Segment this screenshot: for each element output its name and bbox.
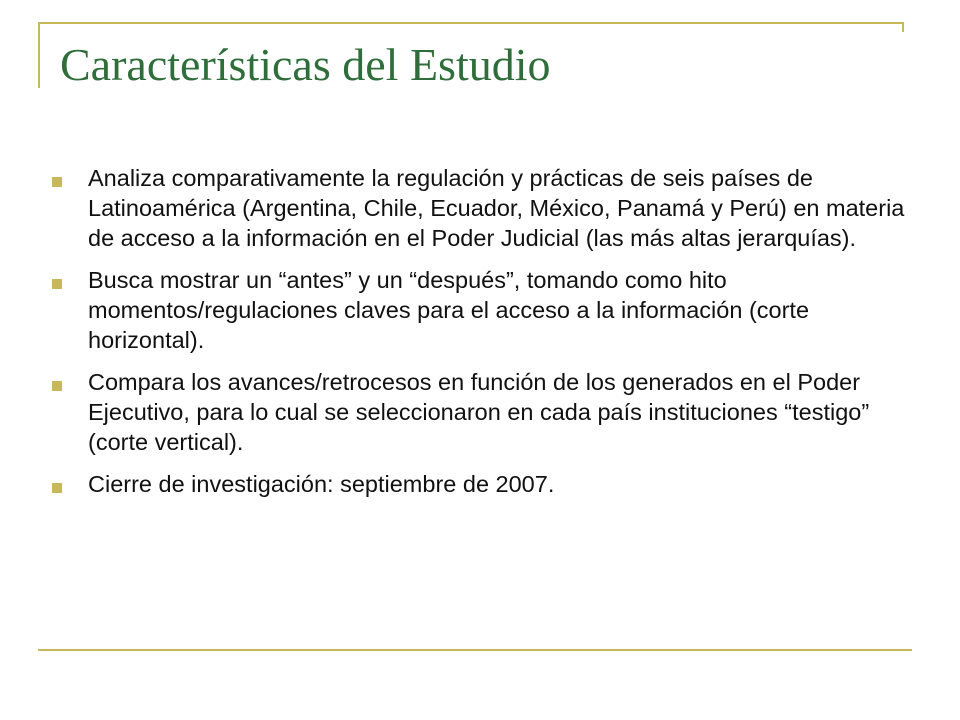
- square-bullet-icon: [52, 381, 62, 391]
- frame-right-tick: [902, 22, 904, 32]
- bullet-list: [48, 163, 913, 511]
- square-bullet-icon: [52, 279, 62, 289]
- slide-title: Características del Estudio: [60, 39, 551, 90]
- bullet-text: Analiza comparativamente la regulación y prácticas de seis países de Latinoamérica (Argentina, Chile, Ecuador, México, Panamá y Perú) en materia de acceso a la información en el Poder Judicial (las más altas jerarquías).: [88, 165, 905, 251]
- bullet-item: [48, 265, 913, 355]
- bullet-item: [48, 163, 913, 253]
- square-bullet-icon: [52, 177, 62, 187]
- bullet-text: Cierre de investigación: septiembre de 2007.: [88, 471, 555, 497]
- bullet-text: Compara los avances/retrocesos en función de los generados en el Poder Ejecutivo, para lo cual se seleccionaron en cada país instituciones “testigo” (corte vertical).: [88, 369, 870, 455]
- frame-left-rule: [38, 22, 40, 88]
- frame-bottom-rule: [38, 649, 912, 651]
- bullet-item: [48, 469, 913, 499]
- bullet-item: [48, 367, 913, 457]
- frame-top-rule: [38, 22, 904, 24]
- square-bullet-icon: [52, 483, 62, 493]
- bullet-text: Busca mostrar un “antes” y un “después”, tomando como hito momentos/regulaciones claves para el acceso a la información (corte horizontal).: [88, 267, 810, 353]
